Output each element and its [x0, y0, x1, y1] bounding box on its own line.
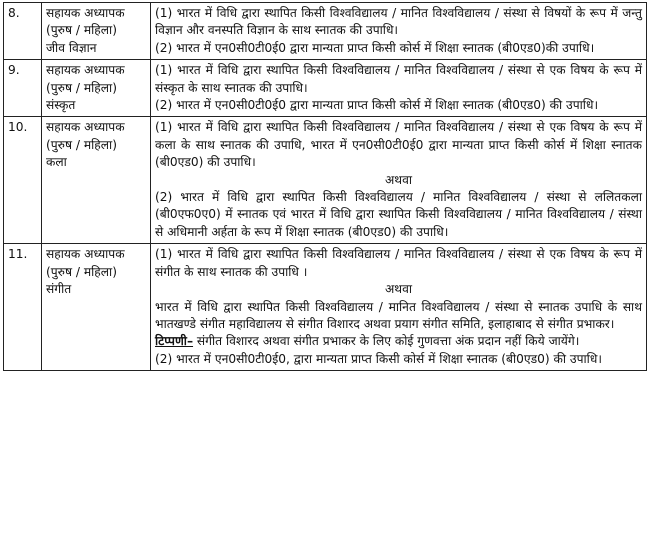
serial-number: 9.	[4, 60, 42, 117]
post-cell	[42, 3, 151, 60]
post-subject: कला	[46, 155, 67, 170]
table-row	[4, 60, 647, 117]
qualification-text: (2) भारत में एन0सी0टी0ई0, द्वारा मान्यता प्राप्त किसी कोर्स में शिक्षा स्नातक (बी0एड0) की उपाधि।	[155, 351, 602, 366]
post-subject: जीव विज्ञान	[46, 40, 97, 55]
post-gender: (पुरुष / महिला)	[46, 137, 117, 152]
note-text: संगीत विशारद अथवा संगीत प्रभाकर के लिए कोई गुणवत्ता अंक प्रदान नहीं किये जायेंगे।	[193, 334, 580, 349]
qualification-cell	[151, 60, 647, 117]
post-cell	[42, 117, 151, 244]
post-subject: संगीत	[46, 282, 72, 297]
post-gender: (पुरुष / महिला)	[46, 264, 117, 279]
qualification-text: (2) भारत में विधि द्वारा स्थापित किसी विश्वविद्यालय / मानित विश्वविद्यालय / संस्था से ललितकला (बी0एफ0ए0) में स्नातक एवं भारत में विधि द्वारा स्थापित किसी विश्वविद्यालय / मानित विश्वविद्यालय / संस्था से अधिमानी अर्हता के रूप में शिक्षा स्नातक (बी0एड0) की उपाधि।	[155, 190, 642, 239]
post-cell	[42, 244, 151, 371]
post-gender: (पुरुष / महिला)	[46, 80, 117, 95]
post-title: सहायक अध्यापक	[46, 120, 125, 135]
qualification-text: (2) भारत में एन0सी0टी0ई0 द्वारा मान्यता प्राप्त किसी कोर्स में शिक्षा स्नातक (बी0एड0) की उपाधि।	[155, 98, 599, 113]
post-subject: संस्कृत	[46, 98, 76, 113]
qualification-text: (1) भारत में विधि द्वारा स्थापित किसी विश्वविद्यालय / मानित विश्वविद्यालय / संस्था से एक विषय के रूप में संगीत के साथ स्नातक की उपाधि ।	[155, 247, 642, 279]
table-row	[4, 244, 647, 371]
serial-number: 8.	[4, 3, 42, 60]
table-row	[4, 3, 647, 60]
qualification-text: (2) भारत में एन0सी0टी0ई0 द्वारा मान्यता प्राप्त किसी कोर्स में शिक्षा स्नातक (बी0एड0)की उपाधि।	[155, 40, 595, 55]
serial-number: 11.	[4, 244, 42, 371]
qualification-text: (1) भारत में विधि द्वारा स्थापित किसी विश्वविद्यालय / मानित विश्वविद्यालय / संस्था से एक विषय के रूप में संस्कृत के साथ स्नातक की उपाधि।	[155, 63, 642, 95]
table-row	[4, 117, 647, 244]
qualification-text: (1) भारत में विधि द्वारा स्थापित किसी विश्वविद्यालय / मानित विश्वविद्यालय / संस्था से एक विषय के रूप में कला के साथ स्नातक की उपाधि, भारत में एन0सी0टी0ई0 द्वारा मान्यता प्राप्त किसी कोर्स में शिक्षा स्नातक (बी0एड0) की उपाधि।	[155, 120, 642, 170]
post-gender: (पुरुष / महिला)	[46, 23, 117, 38]
note	[155, 333, 642, 350]
qualification-cell	[151, 117, 647, 244]
qualification-table	[3, 2, 647, 371]
or-separator: अथवा	[384, 282, 413, 297]
post-title: सहायक अध्यापक	[46, 6, 125, 20]
or-separator: अथवा	[384, 172, 413, 187]
qualification-cell	[151, 3, 647, 60]
qualification-text: (1) भारत में विधि द्वारा स्थापित किसी विश्वविद्यालय / मानित विश्वविद्यालय / संस्था से विषयों के रूप में जन्तु विज्ञान और वनस्पति विज्ञान के साथ स्नातक की उपाधि।	[155, 6, 642, 38]
qualification-cell	[151, 244, 647, 371]
note-label: टिप्पणी–	[155, 334, 194, 349]
post-title: सहायक अध्यापक	[46, 63, 125, 78]
post-title: सहायक अध्यापक	[46, 247, 125, 262]
post-cell	[42, 60, 151, 117]
qualification-text: भारत में विधि द्वारा स्थापित किसी विश्वविद्यालय / मानित विश्वविद्यालय / संस्था से स्नातक उपाधि के साथ भातखण्डे संगीत महाविद्यालय से संगीत विशारद अथवा प्रयाग संगीत समिति, इलाहाबाद से संगीत प्रभाकर।	[155, 299, 642, 331]
serial-number: 10.	[4, 117, 42, 244]
